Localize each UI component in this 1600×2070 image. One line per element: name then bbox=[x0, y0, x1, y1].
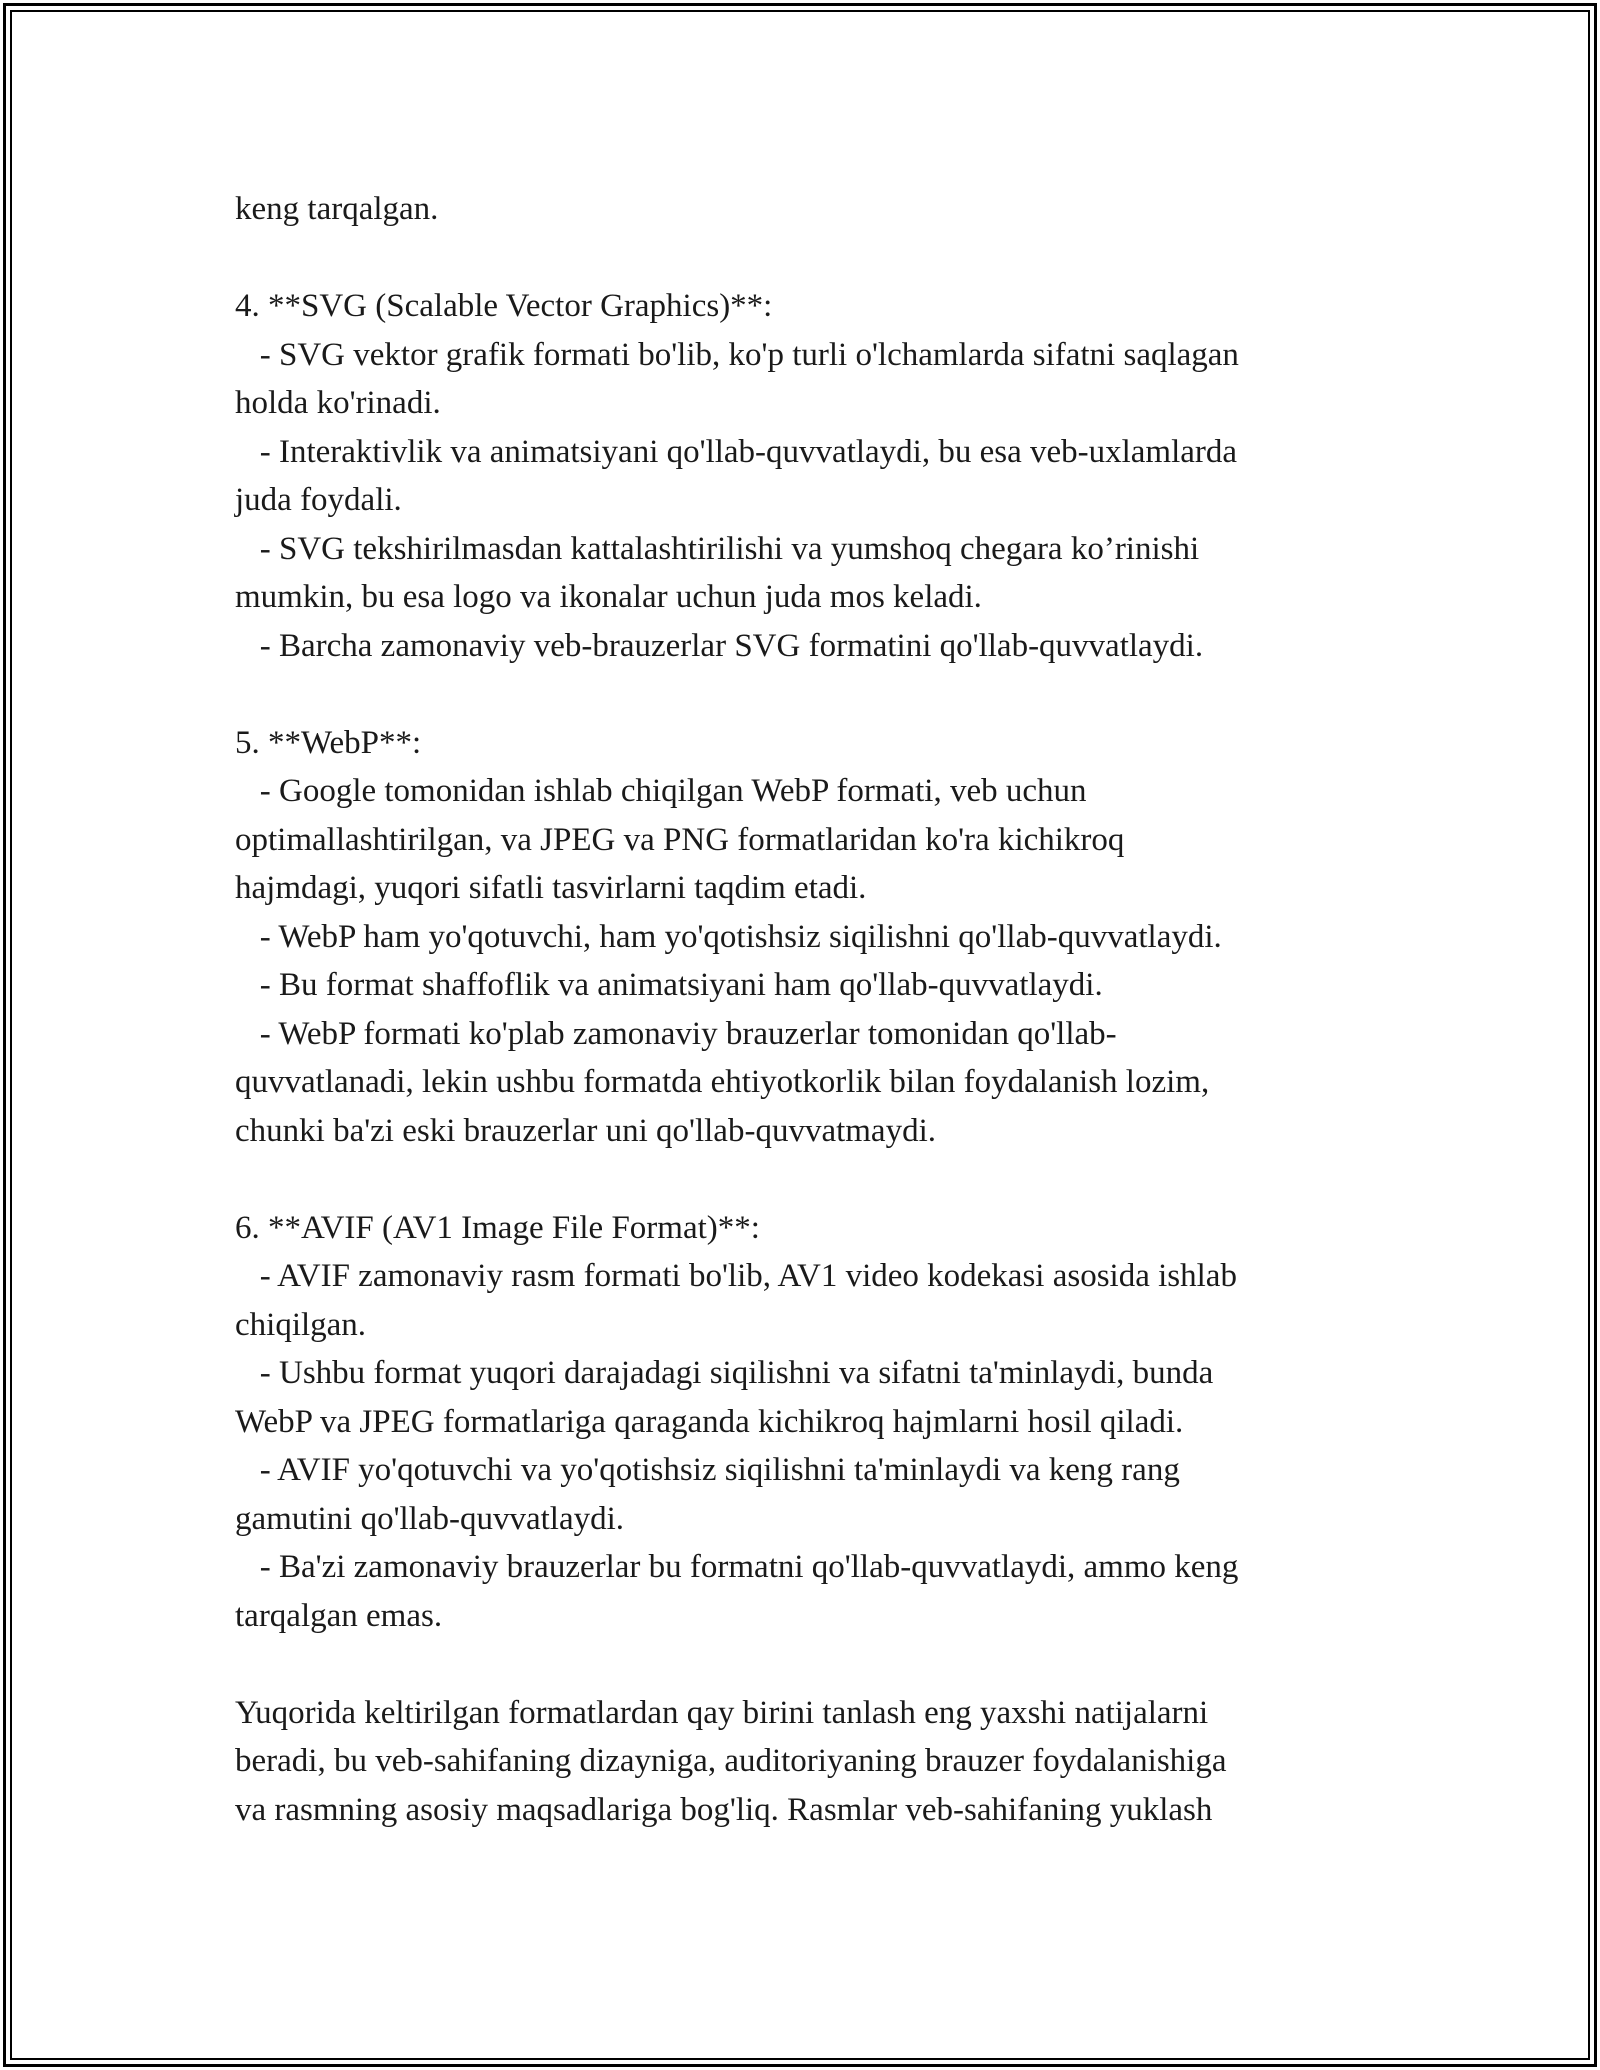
text-line: tarqalgan emas. bbox=[235, 1597, 443, 1634]
text-line: 4. **SVG (Scalable Vector Graphics)**: bbox=[235, 288, 773, 324]
text-line: - WebP formati ko'plab zamonaviy brauzerlar tomonidan qo'llab- bbox=[235, 1015, 1117, 1052]
text-line: hajmdagi, yuqori sifatli tasvirlarni taqdim etadi. bbox=[235, 870, 867, 906]
text-line: - Barcha zamonaviy veb-brauzerlar SVG formatini qo'llab-quvvatlaydi. bbox=[235, 627, 1204, 664]
text-line: holda ko'rinadi. bbox=[235, 385, 441, 421]
text-line: - SVG vektor grafik formati bo'lib, ko'p turli o'lchamlarda sifatni saqlagan bbox=[235, 336, 1239, 373]
text-line: 5. **WebP**: bbox=[235, 724, 422, 761]
text-line: mumkin, bu esa logo va ikonalar uchun juda mos keladi. bbox=[235, 579, 982, 615]
blank-line bbox=[235, 234, 1435, 283]
text-line: - WebP ham yo'qotuvchi, ham yo'qotishsiz siqilishni qo'llab-quvvatlaydi. bbox=[235, 918, 1222, 955]
text-line: gamutini qo'llab-quvvatlaydi. bbox=[235, 1500, 625, 1537]
text-line: Yuqorida keltirilgan formatlardan qay birini tanlash eng yaxshi natijalarni bbox=[235, 1694, 1209, 1731]
text-line: - SVG tekshirilmasdan kattalashtirilishi va yumshoq chegara ko’rinishi bbox=[235, 530, 1200, 567]
text-line: juda foydali. bbox=[235, 482, 402, 518]
text-line: quvvatlanadi, lekin ushbu formatda ehtiyotkorlik bilan foydalanish lozim, bbox=[235, 1064, 1210, 1100]
text-line: - Ushbu format yuqori darajadagi siqilishni va sifatni ta'minlaydi, bunda bbox=[235, 1355, 1214, 1391]
text-line: va rasmning asosiy maqsadlariga bog'liq. Rasmlar veb-sahifaning yuklash bbox=[235, 1791, 1213, 1828]
blank-line bbox=[235, 1640, 1435, 1689]
text-line: - Interaktivlik va animatsiyani qo'llab-quvvatlaydi, bu esa veb-uxlamlarda bbox=[235, 433, 1238, 470]
document-text bbox=[235, 185, 1435, 1834]
text-line: beradi, bu veb-sahifaning dizayniga, auditoriyaning brauzer foydalanishiga bbox=[235, 1743, 1227, 1779]
text-line: 6. **AVIF (AV1 Image File Format)**: bbox=[235, 1209, 760, 1246]
text-line: chunki ba'zi eski brauzerlar uni qo'llab-quvvatmaydi. bbox=[235, 1112, 936, 1149]
blank-line bbox=[235, 670, 1435, 719]
text-line: - Ba'zi zamonaviy brauzerlar bu formatni qo'llab-quvvatlaydi, ammo keng bbox=[235, 1549, 1239, 1585]
text-line: - AVIF yo'qotuvchi va yo'qotishsiz siqilishni ta'minlaydi va keng rang bbox=[235, 1452, 1180, 1488]
text-line: keng tarqalgan. bbox=[235, 191, 439, 227]
text-line: - AVIF zamonaviy rasm formati bo'lib, AV1 video kodekasi asosida ishlab bbox=[235, 1258, 1237, 1294]
text-line: - Google tomonidan ishlab chiqilgan WebP formati, veb uchun bbox=[235, 773, 1087, 809]
blank-line bbox=[235, 1155, 1435, 1204]
text-line: - Bu format shaffoflik va animatsiyani ham qo'llab-quvvatlaydi. bbox=[235, 967, 1103, 1003]
text-line: WebP va JPEG formatlariga qaraganda kichikroq hajmlarni hosil qiladi. bbox=[235, 1403, 1184, 1440]
text-line: chiqilgan. bbox=[235, 1306, 367, 1343]
text-line: optimallashtirilgan, va JPEG va PNG formatlaridan ko'ra kichikroq bbox=[235, 821, 1125, 858]
